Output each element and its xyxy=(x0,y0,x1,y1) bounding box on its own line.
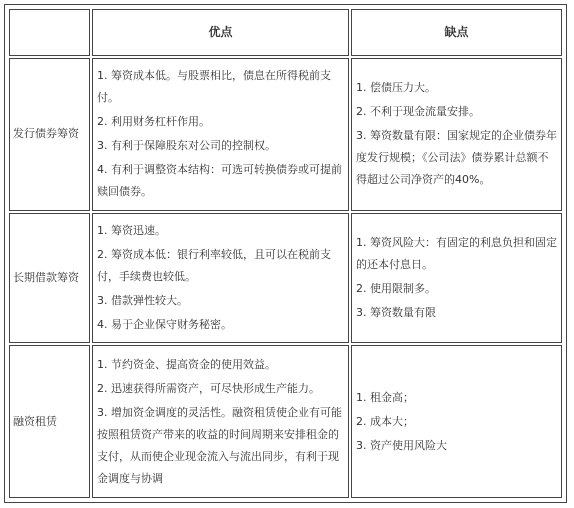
list-item: 3. 借款弹性较大。 xyxy=(97,293,188,307)
list-item: 1. 筹资风险大：有固定的利息负担和固定的还本付息日。 xyxy=(356,235,557,271)
row-label-leasing: 融资租赁 xyxy=(9,345,90,498)
row-label-loans: 长期借款筹资 xyxy=(9,213,90,343)
list-item: 3. 筹资数量有限：国家规定的企业债券年度发行规模；《公司法》债券累计总额不得超过公司净资产的40%。 xyxy=(356,129,557,187)
header-cons: 缺点 xyxy=(351,9,562,56)
header-blank-cell xyxy=(9,9,90,56)
cons-cell-leasing xyxy=(351,345,562,498)
pros-cell-bonds xyxy=(92,58,349,211)
list-item: 2. 使用限制多。 xyxy=(356,281,436,295)
list-item: 2. 筹资成本低：银行利率较低，且可以在税前支付，手续费也较低。 xyxy=(97,247,331,283)
pros-cell-leasing xyxy=(92,345,349,498)
list-item: 1. 偿债压力大。 xyxy=(356,81,436,95)
table-row-leasing xyxy=(9,345,562,498)
cons-cell-bonds xyxy=(351,58,562,211)
list-item: 4. 有利于调整资本结构：可选可转换债券或可提前赎回债券。 xyxy=(97,163,342,199)
header-pros: 优点 xyxy=(92,9,349,56)
list-item: 1. 租金高； xyxy=(356,390,414,404)
header-row xyxy=(9,9,562,56)
comparison-table-frame xyxy=(4,4,567,503)
list-item: 3. 有利于保障股东对公司的控制权。 xyxy=(97,139,276,153)
list-item: 2. 利用财务杠杆作用。 xyxy=(97,115,210,129)
pros-cell-loans xyxy=(92,213,349,343)
list-item: 3. 资产使用风险大 xyxy=(356,438,447,452)
table-row-loans xyxy=(9,213,562,343)
list-item: 3. 增加资金调度的灵活性。融资租赁使企业有可能按照租赁资产带来的收益的时间周期来安排租金的支付，从而使企业现金流入与流出同步，有利于现金调度与协调 xyxy=(97,405,342,485)
row-label-bonds: 发行债券筹资 xyxy=(9,58,90,211)
financing-comparison-table xyxy=(7,7,564,500)
cons-cell-loans xyxy=(351,213,562,343)
list-item: 4. 易于企业保守财务秘密。 xyxy=(97,317,232,331)
table-row-bonds xyxy=(9,58,562,211)
list-item: 2. 成本大； xyxy=(356,414,414,428)
list-item: 1. 筹资迅速。 xyxy=(97,223,166,237)
list-item: 1. 节约资金、提高资金的使用效益。 xyxy=(97,357,276,371)
list-item: 3. 筹资数量有限 xyxy=(356,305,436,319)
list-item: 2. 不利于现金流量安排。 xyxy=(356,105,480,119)
list-item: 1. 筹资成本低。与股票相比，债息在所得税前支付。 xyxy=(97,69,331,105)
list-item: 2. 迅速获得所需资产，可尽快形成生产能力。 xyxy=(97,381,320,395)
